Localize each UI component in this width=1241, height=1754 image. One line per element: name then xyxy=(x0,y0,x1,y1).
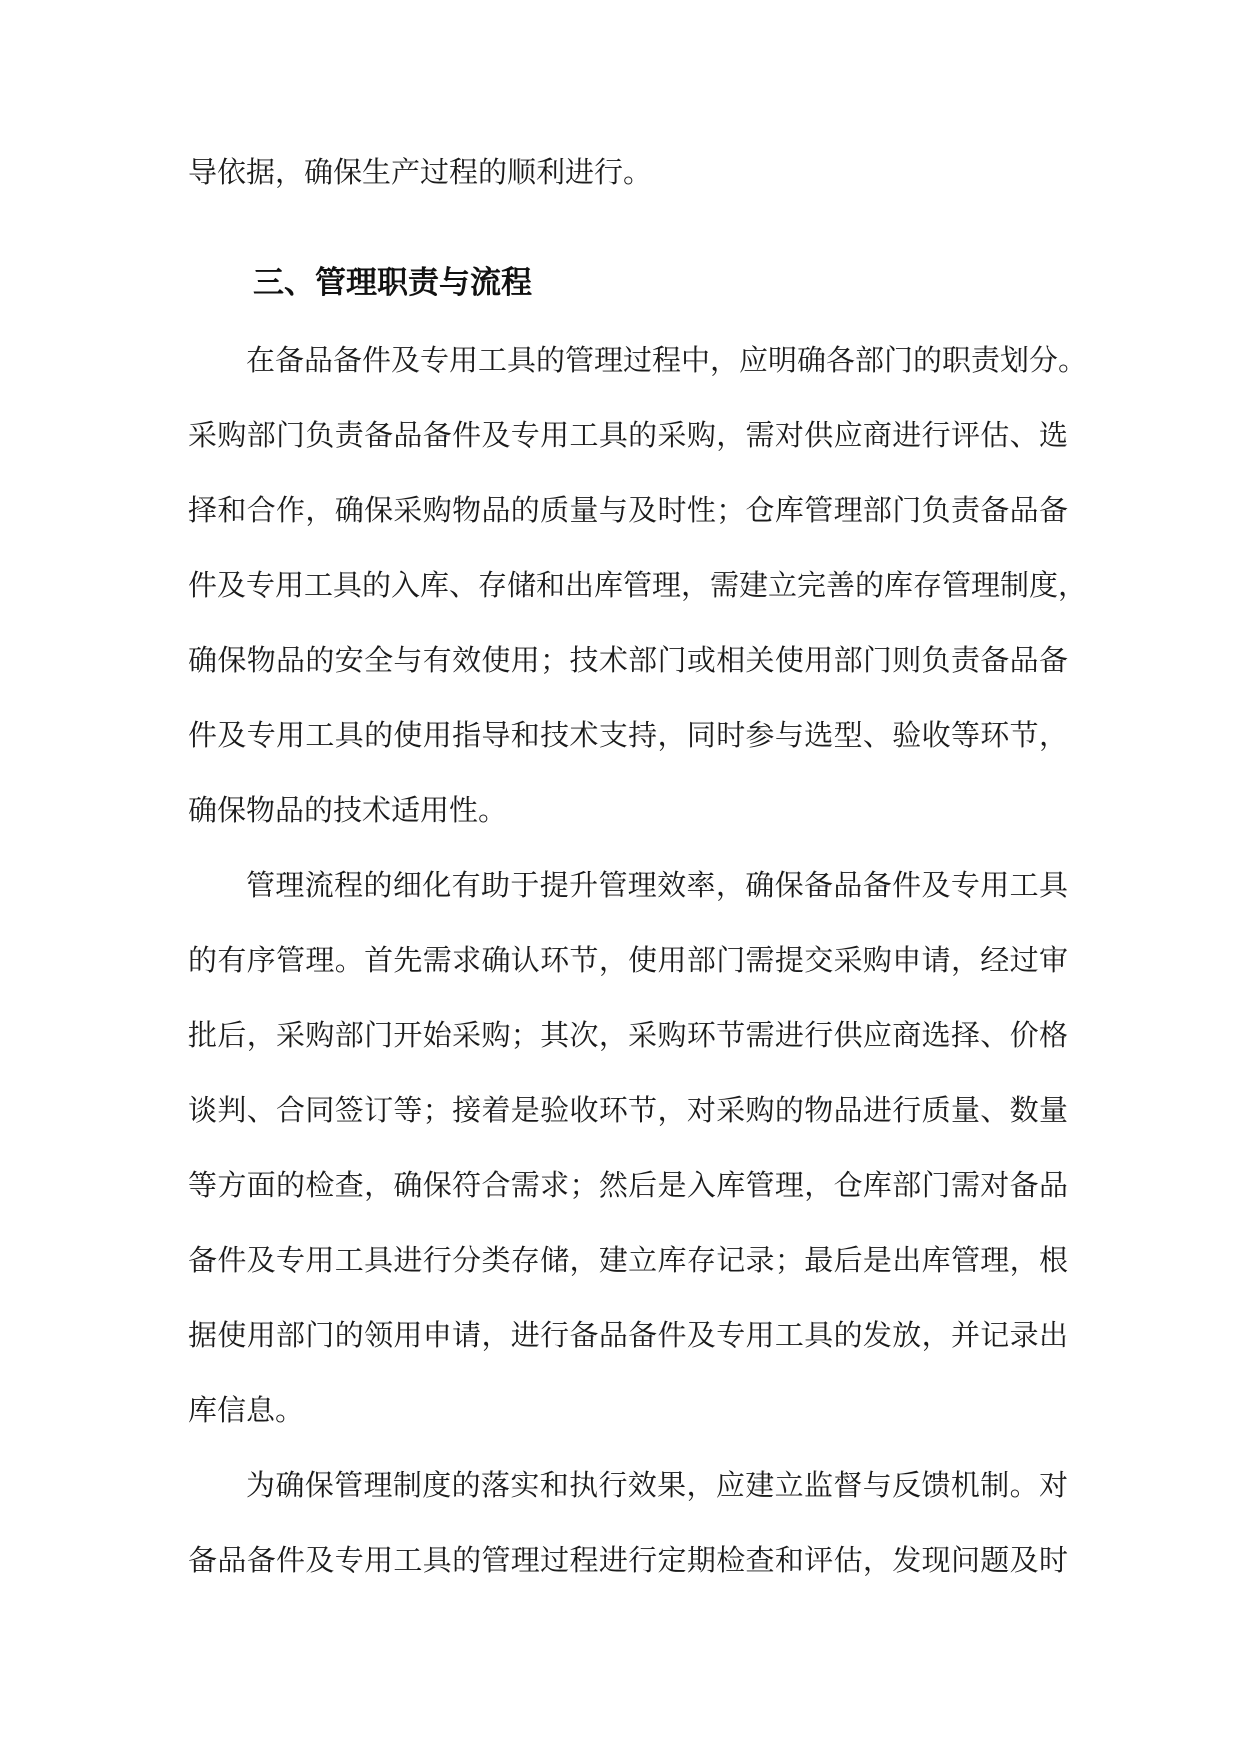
paragraph-line: 件及专用工具的使用指导和技术支持，同时参与选型、验收等环节， xyxy=(188,718,1068,752)
paragraph-line: 库信息。 xyxy=(188,1393,305,1427)
paragraph-line: 采购部门负责备品备件及专用工具的采购，需对供应商进行评估、选 xyxy=(188,418,1068,452)
paragraph-line: 据使用部门的领用申请，进行备品备件及专用工具的发放，并记录出 xyxy=(188,1318,1068,1352)
paragraph-line: 确保物品的安全与有效使用；技术部门或相关使用部门则负责备品备 xyxy=(188,643,1068,677)
paragraph-line: 在备品备件及专用工具的管理过程中，应明确各部门的职责划分。 xyxy=(246,343,1088,377)
paragraph-line: 的有序管理。首先需求确认环节，使用部门需提交采购申请，经过审 xyxy=(188,943,1068,977)
paragraph-line: 管理流程的细化有助于提升管理效率，确保备品备件及专用工具 xyxy=(246,868,1068,902)
continuation-line: 导依据，确保生产过程的顺利进行。 xyxy=(188,155,653,189)
section-heading: 三、管理职责与流程 xyxy=(253,265,532,301)
paragraph-line: 为确保管理制度的落实和执行效果，应建立监督与反馈机制。对 xyxy=(246,1468,1068,1502)
paragraph-line: 批后，采购部门开始采购；其次，采购环节需进行供应商选择、价格 xyxy=(188,1018,1068,1052)
paragraph-line: 确保物品的技术适用性。 xyxy=(188,793,508,827)
paragraph-line: 谈判、合同签订等；接着是验收环节，对采购的物品进行质量、数量 xyxy=(188,1093,1068,1127)
paragraph-line: 备品备件及专用工具的管理过程进行定期检查和评估，发现问题及时 xyxy=(188,1543,1068,1577)
paragraph-line: 择和合作，确保采购物品的质量与及时性；仓库管理部门负责备品备 xyxy=(188,493,1068,527)
paragraph-line: 备件及专用工具进行分类存储，建立库存记录；最后是出库管理，根 xyxy=(188,1243,1068,1277)
paragraph-line: 等方面的检查，确保符合需求；然后是入库管理，仓库部门需对备品 xyxy=(188,1168,1068,1202)
paragraph-line: 件及专用工具的入库、存储和出库管理，需建立完善的库存管理制度， xyxy=(188,568,1088,602)
